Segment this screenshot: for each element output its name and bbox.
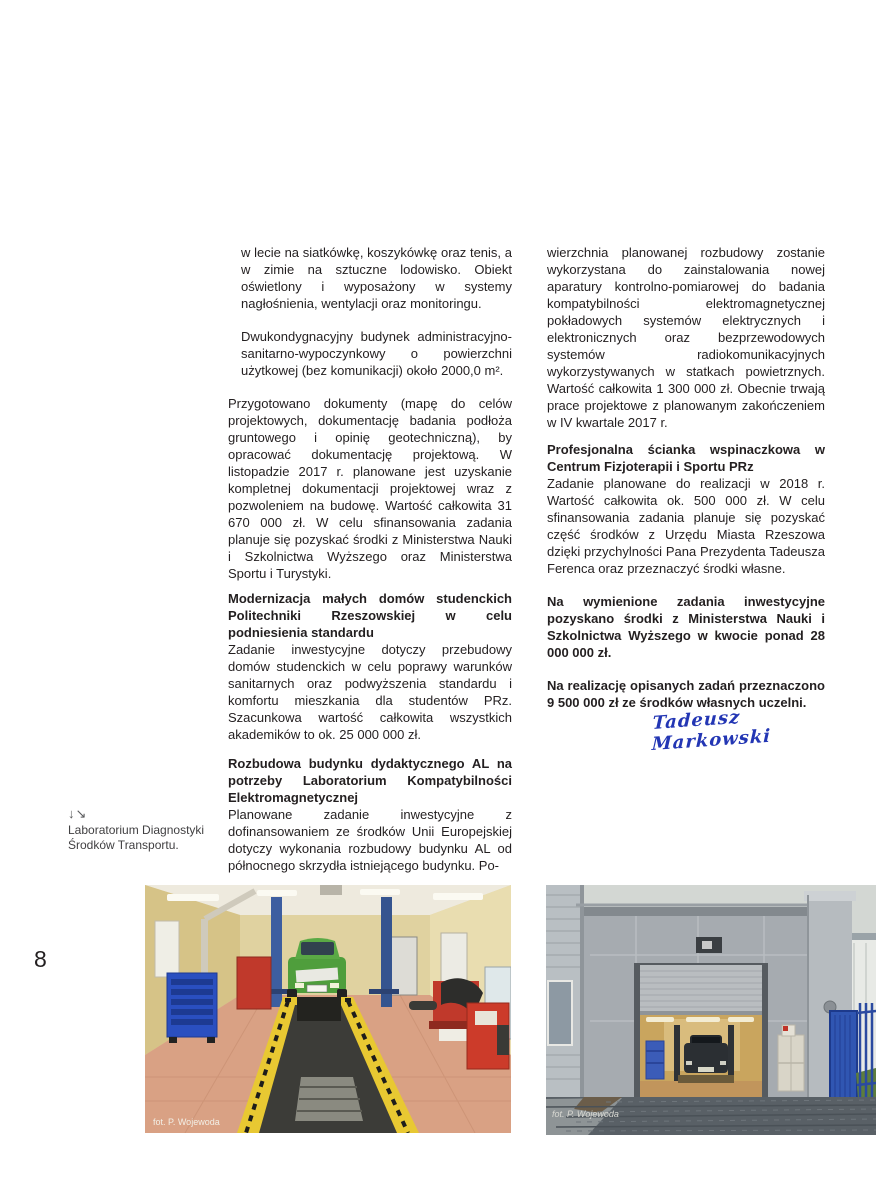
diagnostics-lab-illustration	[145, 885, 511, 1133]
left-building-window	[548, 981, 572, 1045]
paragraph: wierzchnia planowanej rozbudowy zostanie wykorzystana do zainstalowania nowej aparatury kontrolno-pomiarowej do badania kompatybilności elektromagnetycznej pokładowych systemów elektrycznych i elektronicznych oraz bezprzewodowych systemów radiokomunikacyjnych wykorzystywanych w statkach powietrznych. Wartość całkowita 1 300 000 zł. Obecnie trwają prace projektowe z planowanym zakończeniem w IV kwartale 2017 r.	[547, 245, 825, 430]
left-building	[546, 885, 584, 1103]
paragraph: Przygotowano dokumenty (mapę do celów projektowych, dokumentację badania podłoża gruntowego i opinię geotechniczną), by opracować dokumentację projektową. W listopadzie 2017 r. planowane jest uzyskanie kompletnej dokumentacji projektowej wraz z pozwoleniem na budowę. Wartość całkowita 31 670 000 zł. W celu sfinansowania zadania planuje się pozyskać środki z Ministerstwa Nauki i Szkolnictwa Wyższego oraz Ministerstwa Sportu i Turystyki.	[228, 396, 512, 581]
headlight	[330, 983, 339, 988]
exhaust-hose	[409, 1001, 437, 1010]
caption-line: Laboratorium Diagnostyki	[68, 823, 205, 837]
paragraph: w lecie na siatkówkę, koszykówkę oraz tenis, a w zimie na sztuczne lodowisko. Obiekt oświetlony i wyposażony w systemy nagłośnienia, wentylacji oraz monitoringu.	[241, 245, 512, 311]
paragraph: Planowane zadanie inwestycyjne z dofinansowaniem ze środków Unii Europejskiej dotyczy wykonania rozbudowy budynku AL od północnego skrzydła istniejącego budynku. Po-	[228, 807, 512, 873]
down-arrows-icon: ↓↘	[68, 806, 88, 821]
blue-cart	[646, 1041, 664, 1079]
section-heading: Profesjonalna ścianka wspinaczkowa w Centrum Fizjoterapii i Sportu PRz	[547, 442, 825, 474]
pit-equipment	[297, 997, 341, 1021]
paragraph-bold: Na wymienione zadania inwestycyjne pozyskano środki z Ministerstwa Nauki i Szkolnictwa Wyższego w kwocie ponad 28 000 000 zł.	[547, 594, 825, 660]
caption-line: Środków Transportu.	[68, 838, 179, 852]
interior-post	[728, 1025, 734, 1083]
floor-mat	[678, 1075, 734, 1083]
right-text-column	[547, 244, 825, 711]
tyre-machine	[467, 1003, 509, 1069]
license-plate	[307, 985, 327, 992]
fence-bars	[857, 1003, 876, 1101]
margin-photo-caption	[68, 806, 208, 853]
paragraph: Zadanie inwestycyjne dotyczy przebudowy domów studenckich w celu poprawy warunków sanitarnych oraz podwyższenia standardu i komfortu mieszkania dla studentów PRz. Szacunkowa wartość całkowita wszystkich akademików to ok. 25 000 000 zł.	[228, 642, 512, 742]
warning-sticker	[783, 1026, 788, 1031]
license-plate	[698, 1067, 714, 1072]
paragraph: Dwukondygnacyjny budynek administracyjno-sanitarno-wypoczynkowy o powierzchni użytkowej (bez komunikacji) około 2000,0 m².	[241, 329, 512, 378]
ceiling-vent	[320, 885, 342, 895]
section-heading: Modernizacja małych domów studenckich Politechniki Rzeszowskiej w celu podniesienia standardu	[228, 591, 512, 640]
photo-credit: fot. P. Wojewoda	[552, 1109, 619, 1119]
blue-tool-cabinet	[167, 973, 217, 1043]
paragraph-bold: Na realizację opisanych zadań przeznaczono 9 500 000 zł ze środków własnych uczelni.	[547, 678, 825, 710]
signature-handwriting: Tadeusz Markowski	[651, 706, 772, 756]
page-number: 8	[34, 946, 47, 972]
interior-post	[674, 1025, 680, 1083]
wall-panel	[155, 921, 179, 977]
windshield	[301, 942, 334, 955]
photo-diagnostics-lab	[145, 885, 511, 1133]
paragraph: Zadanie planowane do realizacji w 2018 r. Wartość całkowita ok. 500 000 zł. W celu sfinansowania zadania planuje się pozyskać część środków z Urzędu Miasta Rzeszowa dzięki przychylności Pana Prezydenta Tadeusza Ferenca oraz przeznaczyć środki własne.	[547, 476, 825, 576]
headlight	[295, 983, 304, 988]
lab-exterior-illustration	[546, 885, 876, 1135]
photo-lab-building-exterior	[546, 885, 876, 1135]
photo-credit: fot. P. Wojewoda	[153, 1117, 220, 1127]
left-text-column	[228, 244, 512, 874]
dark-car	[684, 1035, 728, 1073]
section-heading: Rozbudowa budynku dydaktycznego AL na potrzeby Laboratorium Kompatybilności Elektromagnetycznej	[228, 756, 512, 805]
garage-opening	[634, 963, 768, 1099]
utility-cabinet	[778, 1025, 804, 1091]
pillar-cap	[804, 891, 856, 901]
red-tool-cabinet	[237, 957, 271, 1009]
garage-floor	[640, 1081, 762, 1097]
blue-gate	[830, 1011, 857, 1111]
